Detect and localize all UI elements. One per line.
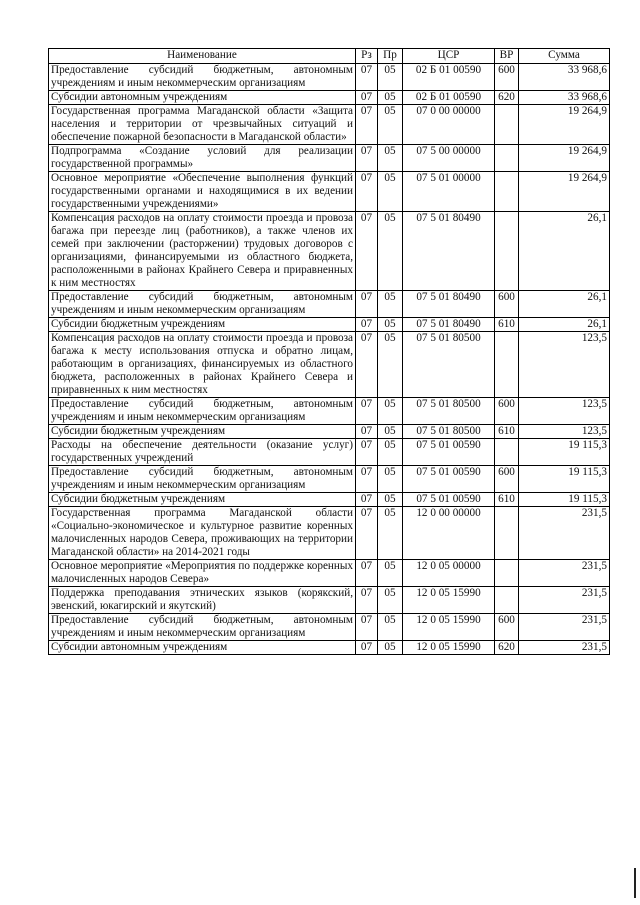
row-name: Субсидии автономным учреждениям <box>49 91 356 105</box>
row-sum: 26,1 <box>519 291 610 318</box>
row-pr: 05 <box>378 212 403 291</box>
row-sum: 231,5 <box>519 587 610 614</box>
row-rz: 07 <box>356 291 378 318</box>
row-sum: 19 264,9 <box>519 105 610 145</box>
row-vr: 610 <box>495 493 519 507</box>
row-sum: 231,5 <box>519 641 610 655</box>
row-sum: 123,5 <box>519 425 610 439</box>
row-csr: 07 5 01 00590 <box>403 466 495 493</box>
scan-edge-mark <box>634 868 636 898</box>
row-rz: 07 <box>356 172 378 212</box>
row-sum: 26,1 <box>519 318 610 332</box>
row-vr: 620 <box>495 641 519 655</box>
header-vr: ВР <box>495 49 519 64</box>
row-sum: 19 115,3 <box>519 439 610 466</box>
row-pr: 05 <box>378 291 403 318</box>
row-rz: 07 <box>356 398 378 425</box>
row-name: Расходы на обеспечение деятельности (оказание услуг) государственных учреждений <box>49 439 356 466</box>
row-vr: 600 <box>495 466 519 493</box>
row-pr: 05 <box>378 64 403 91</box>
table-row <box>49 587 610 614</box>
row-sum: 19 115,3 <box>519 466 610 493</box>
budget-table <box>48 48 610 655</box>
row-csr: 12 0 05 00000 <box>403 560 495 587</box>
row-rz: 07 <box>356 587 378 614</box>
row-name: Предоставление субсидий бюджетным, автономным учреждениям и иным некоммерческим организациям <box>49 398 356 425</box>
table-row <box>49 641 610 655</box>
row-name: Субсидии бюджетным учреждениям <box>49 318 356 332</box>
table-row <box>49 332 610 398</box>
row-vr: 600 <box>495 291 519 318</box>
row-csr: 02 Б 01 00590 <box>403 64 495 91</box>
row-pr: 05 <box>378 466 403 493</box>
row-vr <box>495 507 519 560</box>
row-sum: 26,1 <box>519 212 610 291</box>
row-vr <box>495 172 519 212</box>
table-row <box>49 493 610 507</box>
row-csr: 07 5 00 00000 <box>403 145 495 172</box>
row-name: Предоставление субсидий бюджетным, автономным учреждениям и иным некоммерческим организациям <box>49 466 356 493</box>
row-name: Предоставление субсидий бюджетным, автономным учреждениям и иным некоммерческим организациям <box>49 614 356 641</box>
row-pr: 05 <box>378 614 403 641</box>
row-name: Основное мероприятие «Мероприятия по поддержке коренных малочисленных народов Севера» <box>49 560 356 587</box>
row-pr: 05 <box>378 587 403 614</box>
row-pr: 05 <box>378 507 403 560</box>
row-sum: 231,5 <box>519 507 610 560</box>
row-pr: 05 <box>378 439 403 466</box>
table-row <box>49 425 610 439</box>
table-row <box>49 398 610 425</box>
row-name: Государственная программа Магаданской области «Социально-экономическое и культурное развитие коренных малочисленных народов Севера, проживающих на территории Магаданской области» на 2014-2021 годы <box>49 507 356 560</box>
row-rz: 07 <box>356 145 378 172</box>
row-name: Компенсация расходов на оплату стоимости проезда и провоза багажа при переезде лиц (работников), а также членов их семей при заключении (расторжении) трудовых договоров с организациями, финансируемыми из областного бюджета, расположенными в районах Крайнего Севера и приравненных к ним местностях <box>49 212 356 291</box>
row-sum: 123,5 <box>519 398 610 425</box>
row-rz: 07 <box>356 466 378 493</box>
row-pr: 05 <box>378 493 403 507</box>
row-pr: 05 <box>378 105 403 145</box>
row-sum: 33 968,6 <box>519 64 610 91</box>
row-csr: 07 5 01 80490 <box>403 212 495 291</box>
row-csr: 12 0 05 15990 <box>403 587 495 614</box>
row-sum: 123,5 <box>519 332 610 398</box>
row-csr: 07 5 01 00000 <box>403 172 495 212</box>
header-name: Наименование <box>49 49 356 64</box>
row-sum: 19 264,9 <box>519 145 610 172</box>
row-csr: 12 0 00 00000 <box>403 507 495 560</box>
row-csr: 07 5 01 80490 <box>403 291 495 318</box>
table-row <box>49 614 610 641</box>
table-row <box>49 64 610 91</box>
row-csr: 12 0 05 15990 <box>403 641 495 655</box>
row-csr: 07 0 00 00000 <box>403 105 495 145</box>
row-name: Основное мероприятие «Обеспечение выполнения функций государственными органами и находящимися в их ведении государственными учреждениями» <box>49 172 356 212</box>
table-row <box>49 145 610 172</box>
row-pr: 05 <box>378 560 403 587</box>
row-vr <box>495 560 519 587</box>
row-vr: 610 <box>495 318 519 332</box>
row-csr: 07 5 01 00590 <box>403 439 495 466</box>
row-rz: 07 <box>356 439 378 466</box>
row-rz: 07 <box>356 64 378 91</box>
row-pr: 05 <box>378 641 403 655</box>
header-pr: Пр <box>378 49 403 64</box>
row-pr: 05 <box>378 172 403 212</box>
row-sum: 19 264,9 <box>519 172 610 212</box>
row-vr: 600 <box>495 64 519 91</box>
row-csr: 07 5 01 80500 <box>403 425 495 439</box>
row-vr: 620 <box>495 91 519 105</box>
row-sum: 231,5 <box>519 560 610 587</box>
row-vr: 610 <box>495 425 519 439</box>
row-vr <box>495 105 519 145</box>
table-header-row <box>49 49 610 64</box>
row-rz: 07 <box>356 332 378 398</box>
row-csr: 07 5 01 80500 <box>403 332 495 398</box>
row-pr: 05 <box>378 332 403 398</box>
row-rz: 07 <box>356 560 378 587</box>
row-pr: 05 <box>378 91 403 105</box>
row-vr <box>495 332 519 398</box>
row-name: Компенсация расходов на оплату стоимости проезда и провоза багажа к месту использования отпуска и обратно лицам, работающим в организациях, финансируемых из областного бюджета, расположенных в районах Крайнего Севера и приравненных к ним местностях <box>49 332 356 398</box>
table-row <box>49 318 610 332</box>
row-name: Субсидии автономным учреждениям <box>49 641 356 655</box>
table-row <box>49 172 610 212</box>
row-rz: 07 <box>356 318 378 332</box>
row-rz: 07 <box>356 212 378 291</box>
row-name: Субсидии бюджетным учреждениям <box>49 425 356 439</box>
row-csr: 02 Б 01 00590 <box>403 91 495 105</box>
row-pr: 05 <box>378 425 403 439</box>
header-csr: ЦСР <box>403 49 495 64</box>
row-csr: 12 0 05 15990 <box>403 614 495 641</box>
row-csr: 07 5 01 80500 <box>403 398 495 425</box>
table-row <box>49 105 610 145</box>
table-row <box>49 91 610 105</box>
row-rz: 07 <box>356 105 378 145</box>
header-rz: Рз <box>356 49 378 64</box>
header-sum: Сумма <box>519 49 610 64</box>
table-row <box>49 466 610 493</box>
table-row <box>49 212 610 291</box>
table-row <box>49 560 610 587</box>
row-vr <box>495 145 519 172</box>
row-rz: 07 <box>356 425 378 439</box>
row-vr <box>495 439 519 466</box>
row-rz: 07 <box>356 641 378 655</box>
table-row <box>49 291 610 318</box>
row-vr <box>495 587 519 614</box>
row-csr: 07 5 01 00590 <box>403 493 495 507</box>
row-rz: 07 <box>356 91 378 105</box>
row-rz: 07 <box>356 507 378 560</box>
row-csr: 07 5 01 80490 <box>403 318 495 332</box>
table-row <box>49 439 610 466</box>
row-name: Подпрограмма «Создание условий для реализации государственной программы» <box>49 145 356 172</box>
row-name: Государственная программа Магаданской области «Защита населения и территории от чрезвычайных ситуаций и обеспечение пожарной безопасности в Магаданской области» <box>49 105 356 145</box>
row-vr: 600 <box>495 398 519 425</box>
row-name: Субсидии бюджетным учреждениям <box>49 493 356 507</box>
row-name: Поддержка преподавания этнических языков (корякский, эвенский, юкагирский и якутский) <box>49 587 356 614</box>
row-name: Предоставление субсидий бюджетным, автономным учреждениям и иным некоммерческим организациям <box>49 64 356 91</box>
row-vr: 600 <box>495 614 519 641</box>
row-rz: 07 <box>356 493 378 507</box>
row-pr: 05 <box>378 318 403 332</box>
row-pr: 05 <box>378 145 403 172</box>
row-sum: 19 115,3 <box>519 493 610 507</box>
row-name: Предоставление субсидий бюджетным, автономным учреждениям и иным некоммерческим организациям <box>49 291 356 318</box>
row-sum: 33 968,6 <box>519 91 610 105</box>
table-row <box>49 507 610 560</box>
row-pr: 05 <box>378 398 403 425</box>
row-vr <box>495 212 519 291</box>
row-rz: 07 <box>356 614 378 641</box>
row-sum: 231,5 <box>519 614 610 641</box>
